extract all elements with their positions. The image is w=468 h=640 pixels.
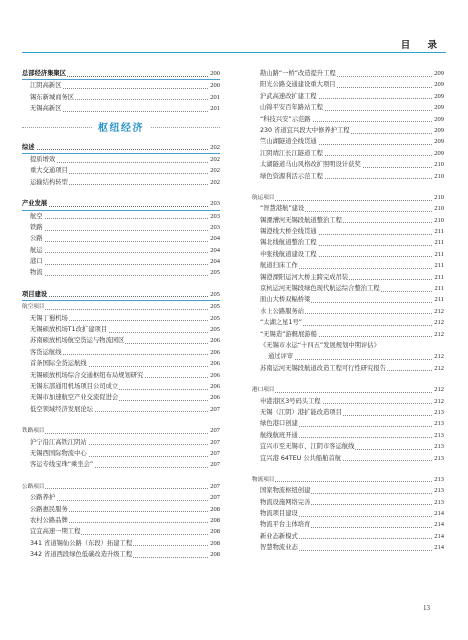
toc-entry-title: 无锡高新区 — [22, 105, 62, 112]
toc-entry[interactable] — [22, 347, 220, 358]
toc-page-number: 211 — [433, 249, 444, 260]
toc-entry[interactable] — [252, 542, 444, 553]
toc-entry[interactable] — [252, 203, 444, 214]
toc-page-number: 207 — [209, 492, 220, 503]
toc-entry[interactable] — [252, 329, 444, 340]
toc-page-number: 211 — [433, 226, 444, 237]
group-gap — [22, 415, 220, 425]
toc-page-number: 212 — [433, 317, 444, 328]
toc-page-number: 206 — [209, 347, 220, 358]
toc-page-number: 209 — [433, 79, 444, 90]
toc-entry-title: 综述 — [22, 143, 35, 151]
toc-entry[interactable] — [252, 215, 444, 226]
toc-page-number: 210 — [433, 159, 444, 170]
toc-entry-title: 物流 — [22, 269, 44, 276]
toc-page-number: 208 — [209, 504, 220, 515]
toc-entry[interactable] — [252, 407, 444, 418]
toc-page-number: 214 — [433, 531, 444, 542]
toc-entry[interactable] — [22, 154, 220, 165]
toc-entry-title: 航道扫床工作 — [252, 262, 299, 269]
toc-entry[interactable] — [252, 148, 444, 159]
toc-entry[interactable] — [252, 294, 444, 305]
group-gap — [22, 279, 220, 289]
toc-page-number: 205 — [209, 289, 220, 300]
toc-entry[interactable] — [252, 430, 444, 441]
toc-leader — [22, 230, 220, 231]
toc-entry-title: 锡澄线大桥全线贯通 — [252, 228, 318, 235]
toc-entry-title: 无锡硕放机场综合交通枢纽布局规划研究 — [22, 372, 144, 379]
toc-entry-title: 无锡丁蜀机场 — [22, 315, 69, 322]
toc-entry[interactable] — [252, 363, 444, 374]
toc-entry[interactable] — [22, 245, 220, 256]
toc-entry[interactable] — [252, 272, 444, 283]
toc-entry-title: 航运项目 — [252, 194, 275, 201]
toc-entry[interactable] — [22, 392, 220, 403]
toc-entry[interactable] — [252, 531, 444, 542]
toc-group-heading[interactable] — [252, 192, 444, 203]
group-gap — [22, 471, 220, 481]
toc-entry-title: “太湖之星1号” — [252, 319, 303, 326]
toc-entry-title: 竺山湖隧道全线贯通 — [252, 138, 318, 145]
toc-leader — [22, 206, 220, 207]
toc-entry[interactable] — [252, 497, 444, 508]
toc-entry-title: 项目建设 — [22, 290, 48, 298]
section-banner — [22, 118, 220, 136]
toc-entry[interactable] — [22, 256, 220, 267]
toc-leader — [252, 392, 444, 393]
toc-page-number: 214 — [433, 542, 444, 553]
toc-entry[interactable] — [252, 91, 444, 102]
toc-entry-title: 无锡（江阴）港扩能改造项目 — [252, 409, 343, 416]
toc-entry-title: 无锡东部通用机场项目公司成立 — [22, 383, 119, 390]
toc-entry[interactable] — [22, 437, 220, 448]
toc-page-number: 202 — [209, 177, 220, 188]
toc-entry[interactable] — [22, 211, 220, 222]
toc-page-number: 202 — [209, 154, 220, 165]
toc-page-number: 214 — [433, 519, 444, 530]
toc-page-number: 202 — [209, 142, 220, 153]
page-number: 13 — [423, 604, 430, 612]
toc-entry[interactable] — [252, 283, 444, 294]
toc-page-number: 208 — [209, 526, 220, 537]
toc-entry[interactable] — [252, 102, 444, 113]
toc-page-number: 212 — [433, 306, 444, 317]
toc-leader — [22, 275, 220, 276]
toc-page-number: 208 — [209, 549, 220, 560]
toc-page-number: 212 — [433, 384, 444, 395]
toc-entry-title: 重大交通项目 — [22, 167, 69, 174]
toc-entry-title: 农村公路品牌 — [22, 517, 69, 524]
toc-entry[interactable] — [22, 165, 220, 176]
toc-entry-title: 智慧物流业态 — [252, 544, 299, 551]
toc-entry-title: 产业发展 — [22, 200, 48, 208]
toc-entry[interactable] — [252, 340, 444, 351]
toc-page-number: 200 — [209, 68, 220, 79]
toc-entry-title: “无锡造”游艇展游船 — [252, 331, 318, 338]
toc-page-number: 209 — [433, 102, 444, 113]
toc-entry-title: 绿色资源利活示范工程 — [252, 173, 324, 180]
toc-entry[interactable] — [22, 538, 220, 549]
toc-entry-title: 申张线航道建设工程 — [252, 251, 318, 258]
toc-entry[interactable] — [22, 492, 220, 503]
toc-page-number: 206 — [209, 370, 220, 381]
toc-page-number: 203 — [209, 211, 220, 222]
toc-entry-title: 宜兴市至无锡市、江阴市客运航线 — [252, 443, 355, 450]
toc-page-number: 208 — [209, 538, 220, 549]
toc-page-number: 212 — [433, 396, 444, 407]
toc-entry-title: “智慧港航”建设 — [252, 205, 305, 212]
group-gap — [252, 464, 444, 474]
toc-page-number: 211 — [433, 283, 444, 294]
toc-page-number: 213 — [433, 441, 444, 452]
toc-entry-title: 沪宁沿江高铁江阴站 — [22, 439, 88, 446]
toc-entry[interactable] — [22, 381, 220, 392]
toc-leader — [22, 433, 220, 434]
toc-entry-title: 无锡硕放机场T1改扩建项目 — [22, 326, 108, 333]
toc-entry-title: 苏南运河无锡段航道改造工程可行性研究报告 — [252, 365, 387, 372]
toc-entry[interactable] — [252, 159, 444, 170]
toc-page-number: 201 — [209, 103, 220, 114]
toc-entry-title: 锡北线航道整治工程 — [252, 239, 318, 246]
toc-entry-title: 230 省道宜兴段大中修养护工程 — [252, 127, 351, 134]
toc-entry-title: 航线航班开通 — [252, 432, 299, 439]
toc-page-number: 201 — [209, 92, 220, 103]
toc-page-number: 212 — [433, 329, 444, 340]
toc-entry[interactable] — [252, 508, 444, 519]
toc-entry-title: 江阴高新区 — [22, 82, 62, 89]
toc-entry-title: 公路 — [22, 235, 44, 242]
toc-page-number: 202 — [209, 165, 220, 176]
toc-entry[interactable] — [252, 114, 444, 125]
toc-page-number: 210 — [433, 215, 444, 226]
toc-page-number: 211 — [433, 294, 444, 305]
toc-entry-title: 航空 — [22, 213, 44, 220]
toc-entry-title: 航空项目 — [22, 304, 45, 311]
toc-page-number: 214 — [433, 508, 444, 519]
toc-entry-title: 水上公路服务站 — [252, 308, 305, 315]
toc-page-number: 206 — [209, 358, 220, 369]
toc-entry-title: 锡溧漕河无锡段航道整治工程 — [252, 217, 343, 224]
toc-entry-title: 《无锡市水运“十四五”发展规划中期评估》 — [252, 342, 381, 349]
toc-page-number: 205 — [209, 313, 220, 324]
toc-page-number: 209 — [433, 136, 444, 147]
toc-entry[interactable] — [22, 515, 220, 526]
toc-entry-title: 首条国际全货运航线 — [22, 360, 88, 367]
toc-entry-title: 沪武高速改扩建工程 — [252, 93, 318, 100]
toc-column-left — [22, 68, 220, 560]
toc-entry[interactable] — [252, 136, 444, 147]
toc-entry-title: 公路项目 — [22, 483, 45, 490]
toc-page-number: 208 — [209, 515, 220, 526]
toc-entry[interactable] — [252, 317, 444, 328]
toc-page-number: 209 — [433, 148, 444, 159]
toc-entry-title: 港口项目 — [252, 387, 275, 394]
toc-column-right — [252, 68, 444, 554]
toc-entry-title: 宜兴港 64TEU 公共船舶首航 — [252, 455, 342, 462]
toc-page-number: 210 — [433, 171, 444, 182]
group-gap — [252, 182, 444, 192]
toc-entry-title: 阳光公路交通建设重大项目 — [252, 81, 337, 88]
toc-entry-title: 港口 — [22, 258, 44, 265]
toc-entry[interactable] — [252, 79, 444, 90]
toc-leader — [22, 309, 220, 310]
toc-page-number: 210 — [433, 203, 444, 214]
toc-entry[interactable] — [252, 306, 444, 317]
toc-entry[interactable] — [252, 453, 444, 464]
toc-group-heading[interactable] — [22, 425, 220, 436]
toc-entry-title: 运输结构转型 — [22, 179, 69, 186]
toc-entry[interactable] — [22, 103, 220, 114]
toc-page-number: 213 — [433, 497, 444, 508]
toc-page-number: 204 — [209, 233, 220, 244]
toc-entry-title: 山锦平安百年路站工程 — [252, 104, 324, 111]
toc-entry-title: 航运 — [22, 247, 44, 254]
toc-page-number: 212 — [433, 351, 444, 362]
toc-page-number: 209 — [433, 114, 444, 125]
toc-page-number: 209 — [433, 91, 444, 102]
top-margin — [0, 0, 468, 26]
toc-entry[interactable] — [22, 233, 220, 244]
toc-page-number: 211 — [433, 260, 444, 271]
toc-entry-title: 面山大桥双幅桥梁 — [252, 296, 311, 303]
toc-entry[interactable] — [252, 260, 444, 271]
toc-entry[interactable] — [252, 351, 444, 362]
toc-entry-title: 物流设施网络完善 — [252, 499, 311, 506]
toc-entry[interactable] — [252, 519, 444, 530]
toc-entry[interactable] — [252, 396, 444, 407]
toc-page-number: 209 — [433, 125, 444, 136]
toc-entry-title: 铁路 — [22, 224, 44, 231]
toc-section-entry[interactable] — [22, 68, 220, 80]
toc-page-number: 203 — [209, 222, 220, 233]
toc-entry-title: 太湖隧道马山风格改扩照明设计获奖 — [252, 161, 362, 168]
toc-page-number: 204 — [209, 245, 220, 256]
toc-section-entry[interactable] — [22, 198, 220, 210]
toc-entry-title: 勘山路“一桥”改造提升工程 — [252, 70, 337, 77]
toc-entry-title: 苏南硕放机场航空货运与物流园区 — [22, 337, 125, 344]
toc-section-entry[interactable] — [22, 142, 220, 154]
toc-leader — [22, 252, 220, 253]
toc-leader — [22, 241, 220, 242]
toc-entry[interactable] — [252, 485, 444, 496]
toc-entry-title: “科技兴安”示范路 — [252, 116, 312, 123]
toc-entry[interactable] — [22, 549, 220, 560]
toc-leader — [22, 218, 220, 219]
toc-page-number: 200 — [209, 80, 220, 91]
toc-page-number: 207 — [209, 437, 220, 448]
toc-entry-title: 提质增效 — [22, 156, 56, 163]
header-rule — [22, 52, 446, 53]
toc-page-number: 204 — [209, 256, 220, 267]
toc-entry-title: 客货运航线 — [22, 349, 62, 356]
group-gap — [252, 374, 444, 384]
toc-entry[interactable] — [22, 526, 220, 537]
toc-page-number: 206 — [209, 381, 220, 392]
toc-page-number: 207 — [209, 481, 220, 492]
toc-entry[interactable] — [252, 226, 444, 237]
toc-entry-title: 锡澄溧阳运河大桥主跨完成吊装 — [252, 274, 349, 281]
toc-entry[interactable] — [22, 92, 220, 103]
toc-entry[interactable] — [22, 313, 220, 324]
toc-page-number: 205 — [209, 324, 220, 335]
toc-group-heading[interactable] — [252, 384, 444, 395]
toc-entry-title: 无锡西国际物流中心 — [22, 450, 88, 457]
group-gap — [22, 188, 220, 198]
toc-entry-title: 宜宜高速一期工程 — [22, 528, 81, 535]
toc-entry[interactable] — [252, 441, 444, 452]
toc-page-number: 205 — [209, 301, 220, 312]
toc-entry-title: 国家物流枢纽创建 — [252, 487, 311, 494]
toc-page-number: 211 — [433, 237, 444, 248]
toc-leader — [22, 488, 220, 489]
toc-page-number: 207 — [209, 425, 220, 436]
toc-entry-title: 341 省道锡仙公路（东段）拓建工程 — [22, 540, 133, 547]
toc-entry-title: 绿色港口创建 — [252, 420, 299, 427]
toc-page-number: 205 — [209, 267, 220, 278]
toc-page-number: 209 — [433, 68, 444, 79]
toc-entry[interactable] — [22, 370, 220, 381]
toc-entry[interactable] — [252, 68, 444, 79]
toc-entry-title: 总部经济集聚区 — [22, 70, 67, 77]
toc-page-number: 207 — [209, 459, 220, 470]
toc-leader — [252, 200, 444, 201]
toc-entry-title: 物流项目 — [252, 476, 275, 483]
toc-entry[interactable] — [22, 448, 220, 459]
toc-leader — [22, 149, 220, 150]
toc-entry-title: 新业态新模式 — [252, 533, 299, 540]
toc-page-number: 212 — [433, 363, 444, 374]
toc-entry-title: 锡东新城商务区 — [22, 94, 75, 101]
toc-entry[interactable] — [22, 222, 220, 233]
toc-entry[interactable] — [22, 404, 220, 415]
toc-page-number: 213 — [433, 407, 444, 418]
toc-entry-title: 客运专线宝珠“乘坐会” — [22, 461, 94, 468]
toc-entry[interactable] — [22, 459, 220, 470]
toc-section-entry[interactable] — [22, 289, 220, 301]
toc-entry[interactable] — [22, 358, 220, 369]
toc-entry[interactable] — [252, 249, 444, 260]
toc-page-number: 211 — [433, 272, 444, 283]
toc-entry-title: 低空领域经济发展论坛 — [22, 406, 94, 413]
toc-entry[interactable] — [252, 125, 444, 136]
toc-page-number: 207 — [209, 448, 220, 459]
toc-entry-title: 物流项目建设 — [252, 510, 299, 517]
toc-page-number: 206 — [209, 392, 220, 403]
toc-page-number: 203 — [209, 198, 220, 209]
toc-entry-title: 京杭运河无锡段绿色现代航运综合整治工程 — [252, 285, 381, 292]
toc-entry[interactable] — [22, 324, 220, 335]
toc-entry[interactable] — [252, 171, 444, 182]
toc-leader — [252, 481, 444, 482]
toc-group-heading[interactable] — [22, 481, 220, 492]
toc-page-number: 213 — [433, 485, 444, 496]
toc-entry-title: 公路养护 — [22, 494, 56, 501]
toc-page-number: 207 — [209, 404, 220, 415]
toc-page-number: 213 — [433, 453, 444, 464]
toc-entry-title: 342 省道西段绿色低碳改造升级工程 — [22, 551, 133, 558]
toc-entry[interactable] — [22, 335, 220, 346]
toc-entry-title: 无锡市加速航空产业交流促进会 — [22, 394, 119, 401]
toc-page-number: 213 — [433, 474, 444, 485]
toc-entry[interactable] — [22, 504, 220, 515]
toc-entry[interactable] — [252, 418, 444, 429]
toc-leader — [22, 296, 220, 297]
toc-page-number: 210 — [433, 192, 444, 203]
toc-entry-title: 物流平台主体培育 — [252, 521, 311, 528]
banner-label: 枢纽经济 — [92, 119, 150, 134]
toc-page-number: 213 — [433, 418, 444, 429]
toc-page-number: 206 — [209, 335, 220, 346]
toc-entry[interactable] — [252, 237, 444, 248]
toc-group-heading[interactable] — [22, 301, 220, 312]
toc-leader — [22, 264, 220, 265]
toc-title: 目 录 — [400, 40, 444, 51]
toc-entry-title: 申港港区3号码头工程 — [252, 398, 322, 405]
toc-page-number: 213 — [433, 430, 444, 441]
toc-entry-title: 公路惠民服务 — [22, 506, 69, 513]
toc-entry[interactable] — [22, 177, 220, 188]
toc-entry-title: 江阴靖江长江隧道工程 — [252, 150, 324, 157]
toc-entry[interactable] — [22, 267, 220, 278]
toc-entry[interactable] — [22, 80, 220, 91]
toc-entry-title: 铁路项目 — [22, 428, 45, 435]
toc-group-heading[interactable] — [252, 474, 444, 485]
toc-entry-title: 通过评审 — [252, 353, 294, 360]
